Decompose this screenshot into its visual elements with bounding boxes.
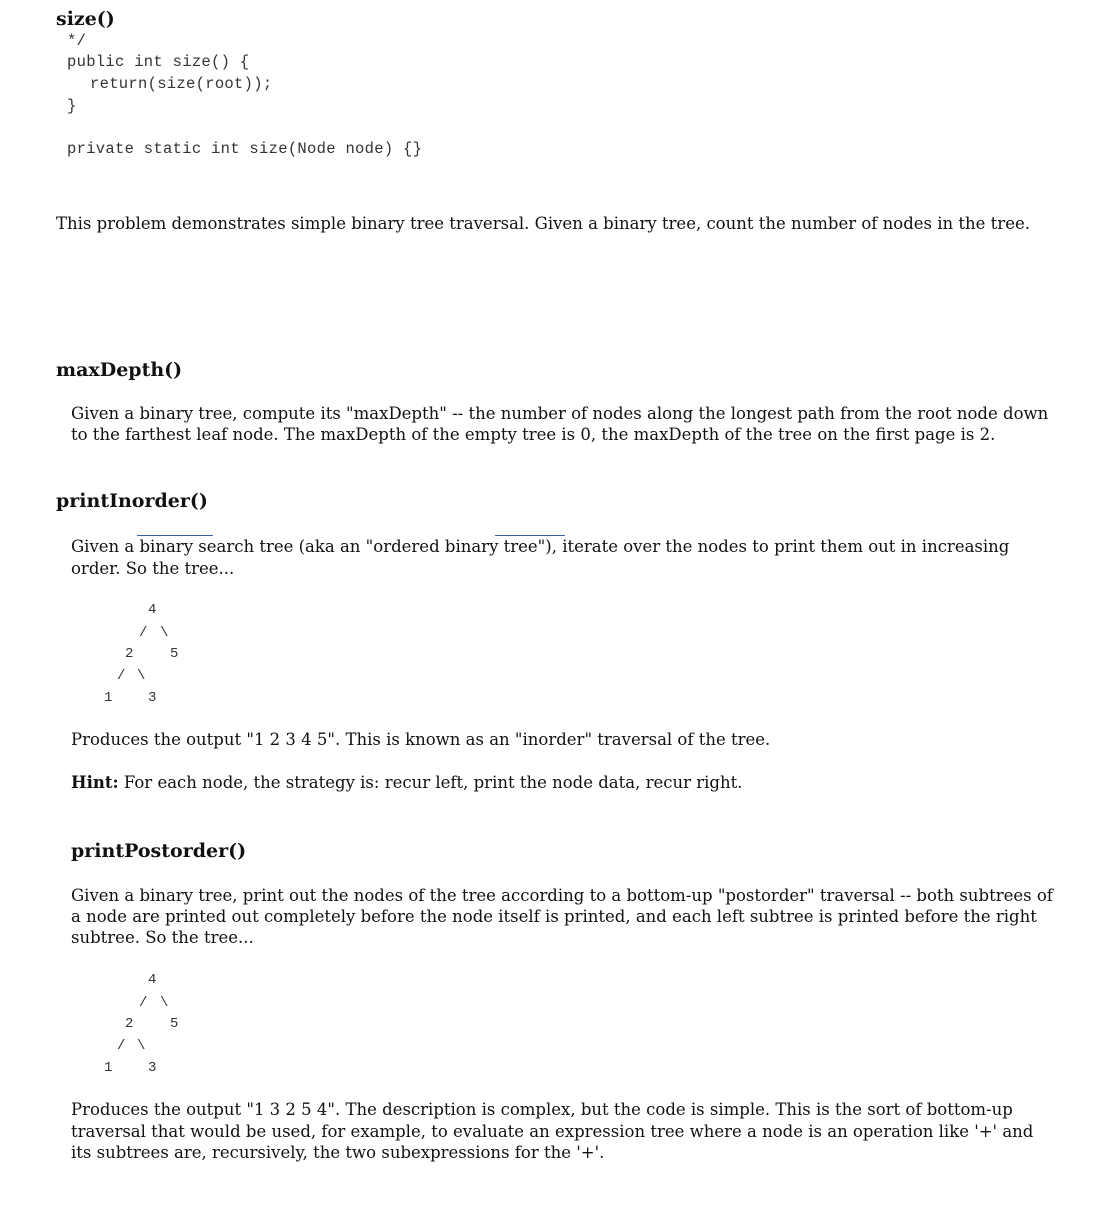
- tree-edge-left: /: [139, 625, 148, 641]
- tree-edge-left: /: [139, 995, 148, 1011]
- hint-text: For each node, the strategy is: recur left, print the node data, recur right.: [123, 773, 743, 792]
- tree-node-root: 4: [148, 972, 157, 988]
- postorder-output-line-2: traversal that would be used, for example, to evaluate an expression tree where a node is an operation like '+' and: [71, 1122, 1034, 1141]
- heading-printpostorder: printPostorder(): [71, 840, 247, 862]
- tree-edge-left-right: \: [137, 668, 146, 684]
- heading-maxdepth: maxDepth(): [56, 359, 183, 381]
- tree-node-left: 2: [125, 646, 134, 662]
- inorder-hint: [71, 773, 742, 792]
- tree-node-left-left: 1: [104, 690, 113, 706]
- code-line-private-size: private static int size(Node node) {}: [67, 140, 423, 158]
- tree-node-right: 5: [170, 1016, 179, 1032]
- postorder-output-line-3: its subtrees are, recursively, the two subexpressions for the '+'.: [71, 1143, 605, 1162]
- tree-edge-left-left: /: [117, 1038, 126, 1054]
- hint-label: Hint:: [71, 773, 119, 792]
- code-line-close-brace: }: [67, 97, 77, 115]
- printinorder-line-2: order. So the tree...: [71, 559, 235, 578]
- postorder-line-1: Given a binary tree, print out the nodes of the tree according to a bottom-up "postorder" traversal -- both subtrees of: [71, 886, 1053, 905]
- postorder-line-2: a node are printed out completely before the node itself is printed, and each left subtree is printed before the right: [71, 907, 1037, 926]
- printinorder-line-1: Given a binary search tree (aka an "ordered binary tree"), iterate over the nodes to print them out in increasing: [71, 537, 1010, 556]
- tree-node-right: 5: [170, 646, 179, 662]
- tree-node-left: 2: [125, 1016, 134, 1032]
- tree-node-left-right: 3: [148, 690, 157, 706]
- inorder-output: Produces the output "1 2 3 4 5". This is known as an "inorder" traversal of the tree.: [71, 730, 771, 749]
- tree-node-left-right: 3: [148, 1060, 157, 1076]
- heading-size: size(): [56, 8, 115, 30]
- link-underline-tree: [495, 535, 565, 536]
- size-description: This problem demonstrates simple binary tree traversal. Given a binary tree, count the number of nodes in the tree.: [56, 214, 1030, 233]
- code-line-size-signature: public int size() {: [67, 53, 250, 71]
- postorder-output-line-1: Produces the output "1 3 2 5 4". The description is complex, but the code is simple. This is the sort of bottom-up: [71, 1100, 1013, 1119]
- tree-edge-left-left: /: [117, 668, 126, 684]
- postorder-line-3: subtree. So the tree...: [71, 928, 254, 947]
- code-line-comment-end: */: [67, 32, 87, 50]
- heading-printinorder: printInorder(): [56, 490, 208, 512]
- tree-node-root: 4: [148, 602, 157, 618]
- maxdepth-line-1: Given a binary tree, compute its "maxDepth" -- the number of nodes along the longest path from the root node down: [71, 404, 1049, 423]
- code-line-return: return(size(root));: [90, 75, 273, 93]
- tree-edge-right: \: [160, 625, 169, 641]
- maxdepth-line-2: to the farthest leaf node. The maxDepth of the empty tree is 0, the maxDepth of the tree on the first page is 2.: [71, 425, 996, 444]
- link-underline-binary-search: [137, 535, 213, 536]
- tree-edge-left-right: \: [137, 1038, 146, 1054]
- tree-edge-right: \: [160, 995, 169, 1011]
- tree-node-left-left: 1: [104, 1060, 113, 1076]
